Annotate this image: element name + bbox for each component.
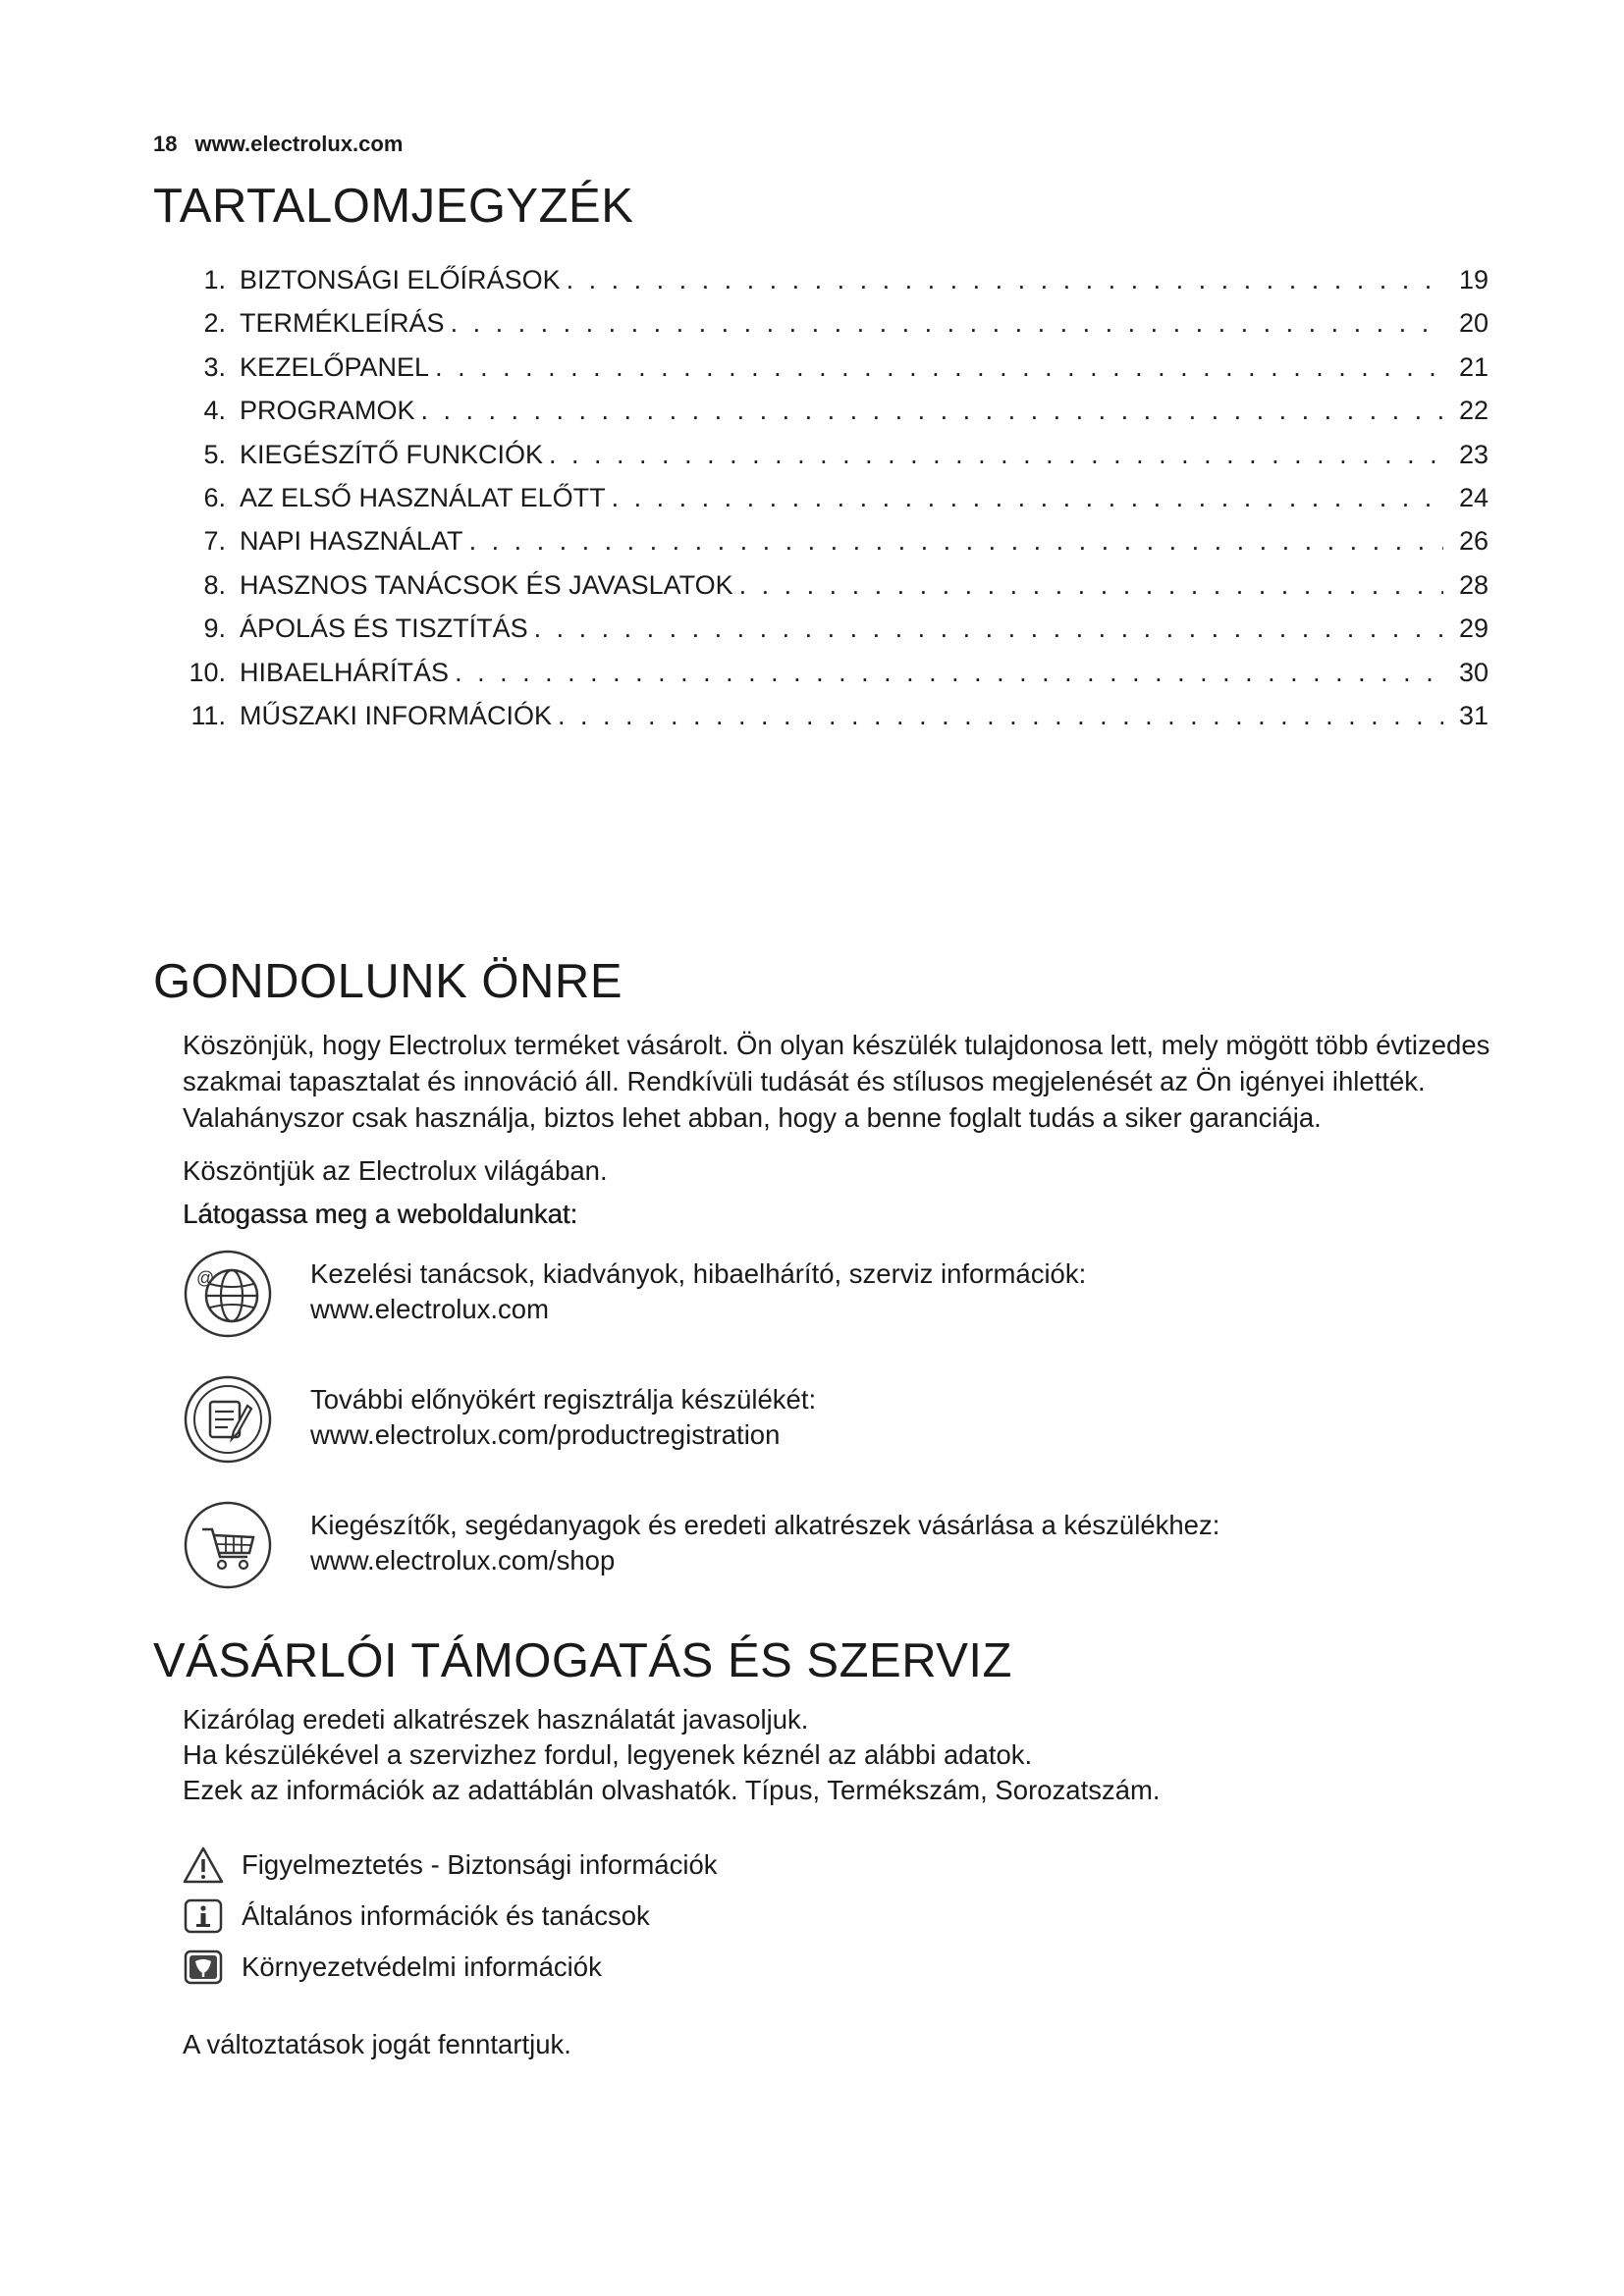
visit-text: Látogassa meg a weboldalunkat: <box>183 1199 578 1229</box>
support-line: Kizárólag eredeti alkatrészek használatát javasoljuk. <box>183 1704 809 1735</box>
toc-entry-title[interactable]: AZ ELSŐ HASZNÁLAT ELŐTT <box>240 482 606 512</box>
support-line: Ezek az információk az adattáblán olvashatók. Típus, Termékszám, Sorozatszám. <box>183 1775 1161 1805</box>
warning-icon <box>183 1845 224 1885</box>
info-legend <box>183 1896 650 1936</box>
shop-link-text <box>310 1508 1219 1578</box>
toc-page-number: 24 <box>1458 482 1489 512</box>
rights-note: A változtatások jogát fenntartjuk. <box>183 2029 571 2059</box>
toc-number: 7. <box>203 526 226 557</box>
table-of-contents <box>183 265 1489 744</box>
toc-number: 5. <box>203 439 226 469</box>
toc-leader-dots <box>612 483 1443 513</box>
toc-number: 6. <box>203 482 226 512</box>
toc-leader-dots <box>421 396 1443 426</box>
toc-entry-title[interactable]: BIZTONSÁGI ELŐÍRÁSOK <box>240 265 561 294</box>
toc-row[interactable] <box>183 526 1489 569</box>
toc-entry-title[interactable]: MŰSZAKI INFORMÁCIÓK <box>240 700 553 730</box>
registration-link-text <box>310 1382 816 1453</box>
support-title: VÁSÁRLÓI TÁMOGATÁS ÉS SZERVIZ <box>153 1634 1012 1687</box>
link-description: Kiegészítők, segédanyagok és eredeti alkatrészek vásárlása a készülékhez: <box>310 1510 1220 1540</box>
toc-row[interactable] <box>183 483 1489 526</box>
toc-page-number: 30 <box>1458 657 1489 687</box>
page-number: 18 <box>153 132 178 156</box>
support-line: Ha készülékével a szervizhez fordul, legyenek kéznél az alábbi adatok. <box>183 1739 1033 1770</box>
intro-line: szakmai tapasztalat és innováció áll. Rendkívüli tudását és stílusos megjelenését az Ön igényei ihlették. <box>183 1066 1426 1096</box>
toc-row[interactable] <box>183 440 1489 483</box>
toc-number: 8. <box>203 569 226 600</box>
toc-number: 10. <box>189 657 226 687</box>
website-link-text <box>310 1256 1086 1327</box>
toc-leader-dots <box>549 440 1443 470</box>
toc-page-number: 22 <box>1458 396 1489 426</box>
environment-legend <box>183 1948 602 1987</box>
intro-paragraph <box>183 1027 1489 1136</box>
toc-row[interactable] <box>183 658 1489 701</box>
toc-leader-dots <box>435 352 1443 383</box>
toc-row[interactable] <box>183 308 1489 351</box>
link-url[interactable]: www.electrolux.com/productregistration <box>310 1419 781 1450</box>
toc-number: 9. <box>203 614 226 644</box>
page-header <box>153 132 403 157</box>
svg-text:@: @ <box>196 1268 215 1288</box>
toc-number: 4. <box>203 396 226 426</box>
toc-leader-dots <box>558 701 1443 731</box>
toc-row[interactable] <box>183 614 1489 657</box>
thinking-title: GONDOLUNK ÖNRE <box>153 955 623 1008</box>
toc-entry-title[interactable]: KEZELŐPANEL <box>240 351 430 382</box>
toc-entry-title[interactable]: NAPI HASZNÁLAT <box>240 526 463 557</box>
toc-page-number: 19 <box>1458 265 1489 294</box>
toc-leader-dots <box>469 526 1443 557</box>
toc-leader-dots <box>534 614 1443 644</box>
toc-entry-title[interactable]: HASZNOS TANÁCSOK ÉS JAVASLATOK <box>240 569 733 600</box>
warning-legend <box>183 1845 718 1885</box>
toc-page-number: 28 <box>1458 569 1489 600</box>
toc-number: 11. <box>190 700 226 730</box>
website-link-row <box>183 1249 1086 1339</box>
legend-label: Figyelmeztetés - Biztonsági információk <box>242 1849 718 1880</box>
toc-page-number: 29 <box>1458 614 1489 644</box>
info-icon <box>183 1896 224 1936</box>
link-url[interactable]: www.electrolux.com <box>310 1294 549 1324</box>
toc-page-number: 20 <box>1458 308 1489 339</box>
link-url[interactable]: www.electrolux.com/shop <box>310 1545 616 1575</box>
intro-line: Köszönjük, hogy Electrolux terméket vásárolt. Ön olyan készülék tulajdonosa lett, mely mögött több évtizedes <box>183 1030 1490 1060</box>
toc-row[interactable] <box>183 701 1489 744</box>
website-link[interactable]: www.electrolux.com <box>194 132 404 156</box>
toc-page-number: 26 <box>1458 526 1489 557</box>
legend-label: Környezetvédelmi információk <box>242 1951 602 1982</box>
toc-row[interactable] <box>183 352 1489 396</box>
link-description: Kezelési tanácsok, kiadványok, hibaelhárító, szerviz információk: <box>310 1258 1087 1289</box>
toc-leader-dots <box>567 265 1443 295</box>
toc-leader-dots <box>739 570 1443 601</box>
toc-row[interactable] <box>183 265 1489 308</box>
toc-entry-title[interactable]: ÁPOLÁS ÉS TISZTÍTÁS <box>240 614 528 644</box>
toc-entry-title[interactable]: TERMÉKLEÍRÁS <box>240 308 445 339</box>
toc-title: TARTALOMJEGYZÉK <box>153 180 634 233</box>
shopping-cart-icon <box>183 1500 273 1590</box>
shop-link-row <box>183 1500 1219 1590</box>
toc-number: 2. <box>203 308 226 339</box>
toc-number: 1. <box>203 265 226 294</box>
link-description: További előnyökért regisztrálja készülékét: <box>310 1384 817 1415</box>
intro-line: Valahányszor csak használja, biztos lehet abban, hogy a benne foglalt tudás a siker garanciája. <box>183 1102 1322 1133</box>
globe-icon <box>183 1249 273 1339</box>
toc-entry-title[interactable]: PROGRAMOK <box>240 396 415 426</box>
toc-page-number: 23 <box>1458 439 1489 469</box>
environment-icon <box>183 1948 224 1987</box>
legend-label: Általános információk és tanácsok <box>242 1900 650 1931</box>
toc-leader-dots <box>451 308 1443 339</box>
toc-row[interactable] <box>183 570 1489 614</box>
toc-row[interactable] <box>183 396 1489 439</box>
toc-page-number: 31 <box>1458 700 1489 730</box>
toc-entry-title[interactable]: KIEGÉSZÍTŐ FUNKCIÓK <box>240 439 544 469</box>
registration-link-row <box>183 1374 816 1465</box>
toc-number: 3. <box>203 351 226 382</box>
toc-entry-title[interactable]: HIBAELHÁRÍTÁS <box>240 657 450 687</box>
support-paragraph <box>183 1702 1161 1808</box>
toc-leader-dots <box>455 658 1443 688</box>
toc-page-number: 21 <box>1458 351 1489 382</box>
registration-icon <box>183 1374 273 1465</box>
welcome-text: Köszöntjük az Electrolux világában. <box>183 1155 608 1186</box>
